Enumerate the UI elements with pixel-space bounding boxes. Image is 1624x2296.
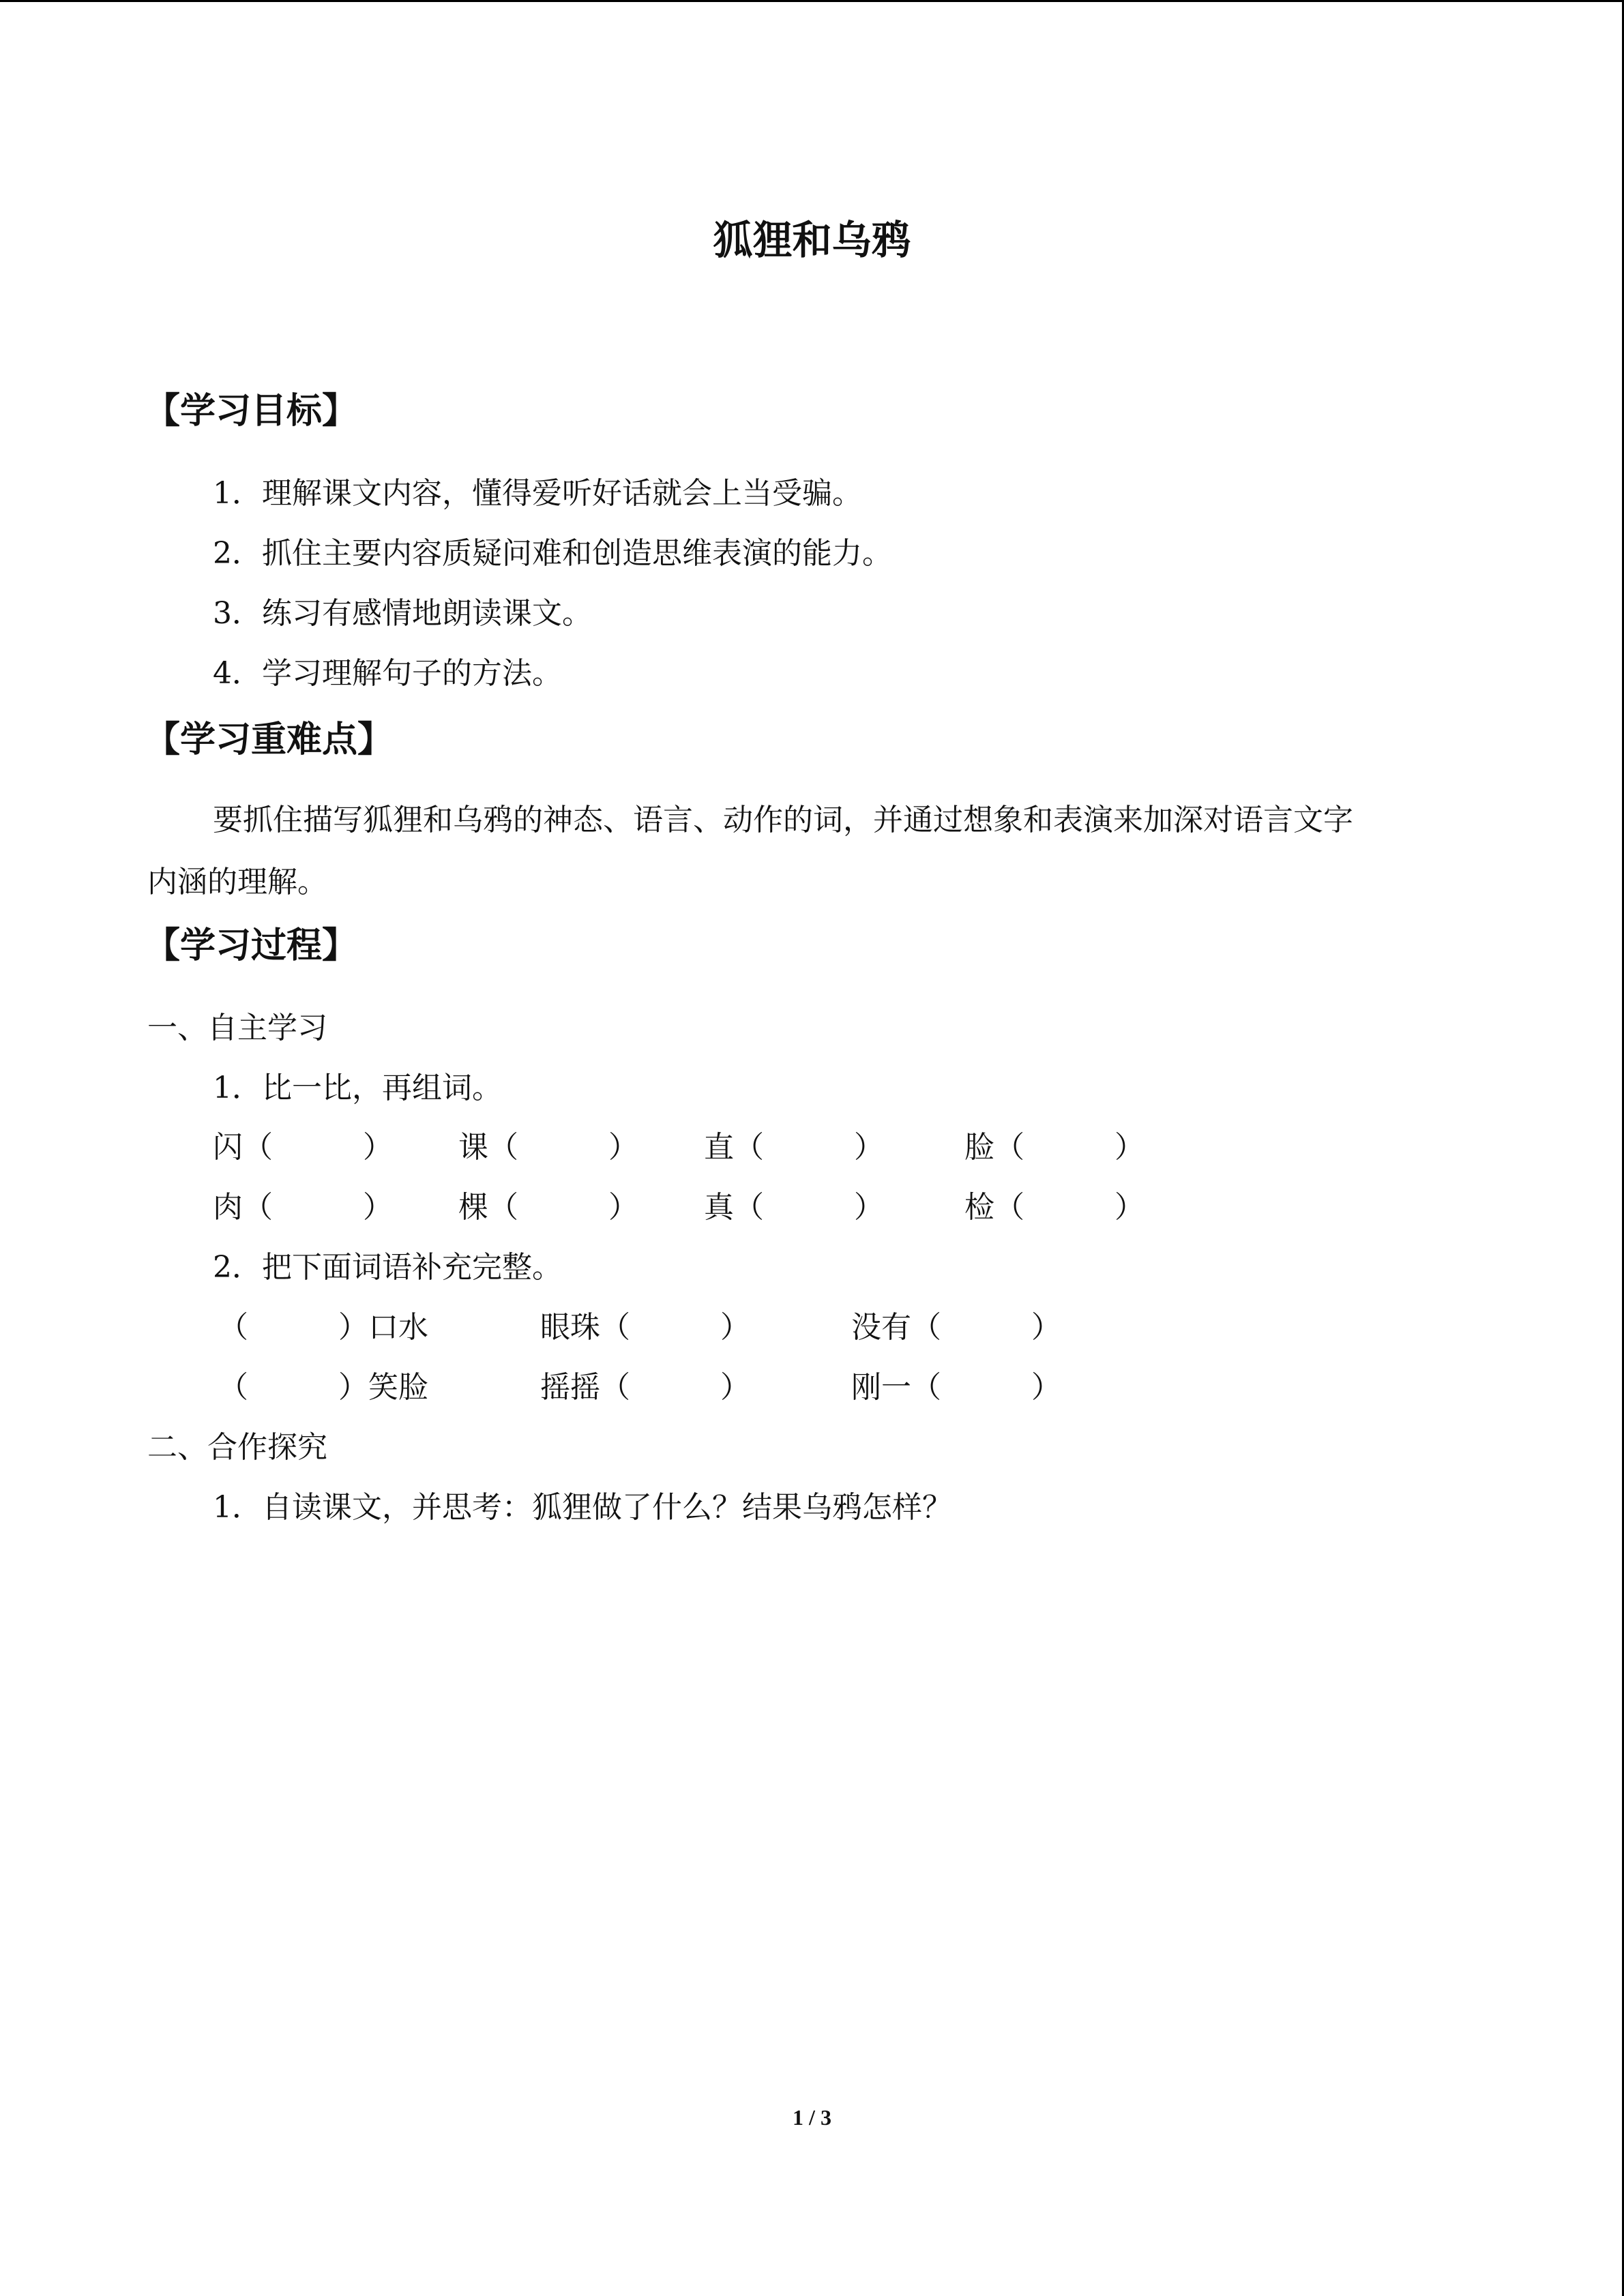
key-points-line-2: 内涵的理解。 — [147, 865, 327, 899]
q2-prompt: 2．把下面词语补充完整。 — [213, 1250, 562, 1285]
q1-r2-item-1: 肉（ ） — [213, 1190, 393, 1225]
q2-r1-item-2: 眼珠（ ） — [540, 1310, 750, 1345]
goal-item-1: 1．理解课文内容，懂得爱听好话就会上当受骗。 — [213, 476, 862, 511]
heading-key-points: 【学习重难点】 — [145, 719, 394, 760]
page-border-top — [0, 0, 1624, 2]
page-title: 狐狸和乌鸦 — [713, 217, 911, 263]
q1-r1-item-3: 直（ ） — [704, 1130, 884, 1165]
q1-r1-item-4: 脸（ ） — [964, 1130, 1145, 1165]
q1-r1-item-2: 课（ ） — [458, 1130, 638, 1165]
q2-r2-item-3: 刚一（ ） — [851, 1370, 1061, 1405]
part2-title: 二、合作探究 — [147, 1430, 327, 1465]
q1-prompt: 1．比一比，再组词。 — [213, 1071, 502, 1105]
q2-r1-item-3: 没有（ ） — [851, 1310, 1061, 1345]
page-number: 1 / 3 — [793, 2105, 831, 2130]
q1-r2-item-3: 真（ ） — [704, 1190, 884, 1225]
part1-title: 一、自主学习 — [147, 1011, 327, 1045]
q1-r2-item-2: 棵（ ） — [458, 1190, 638, 1225]
q2-r2-item-2: 摇摇（ ） — [540, 1370, 750, 1405]
goal-item-3: 3．练习有感情地朗读课文。 — [213, 596, 592, 631]
part2-q1: 1．自读课文，并思考：狐狸做了什么？结果乌鸦怎样？ — [213, 1490, 952, 1525]
heading-learning-goals: 【学习目标】 — [145, 391, 358, 432]
key-points-line-1: 要抓住描写狐狸和乌鸦的神态、语言、动作的词，并通过想象和表演来加深对语言文字 — [213, 803, 1353, 837]
goal-item-4: 4．学习理解句子的方法。 — [213, 656, 562, 691]
q1-r2-item-4: 检（ ） — [964, 1190, 1145, 1225]
heading-learning-process: 【学习过程】 — [145, 925, 358, 966]
q2-r2-item-1: （ ）笑脸 — [218, 1370, 428, 1405]
q2-r1-item-1: （ ）口水 — [218, 1310, 428, 1345]
q1-r1-item-1: 闪（ ） — [213, 1130, 393, 1165]
goal-item-2: 2．抓住主要内容质疑问难和创造思维表演的能力。 — [213, 536, 892, 571]
